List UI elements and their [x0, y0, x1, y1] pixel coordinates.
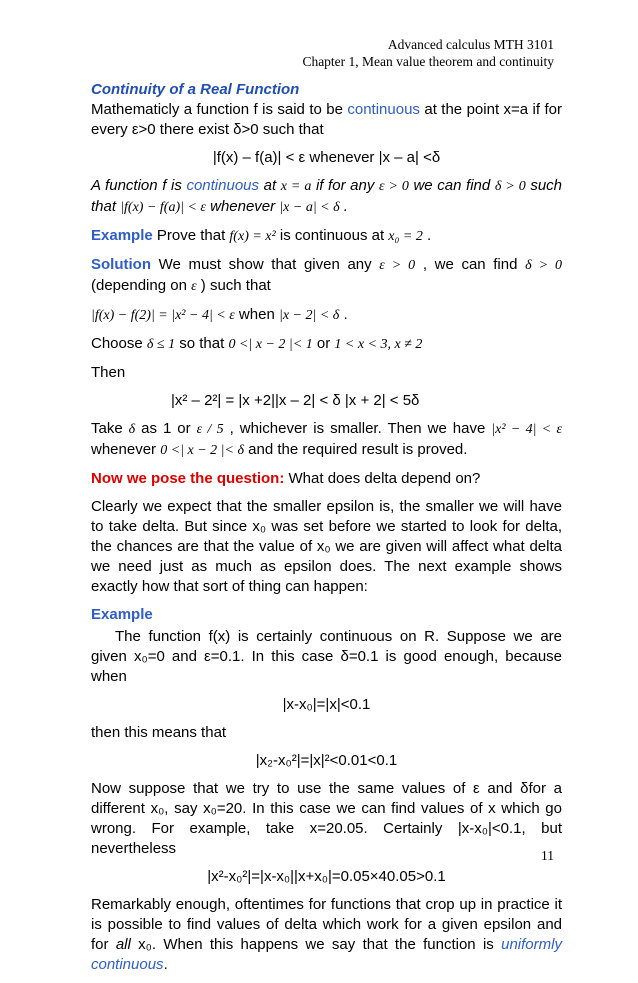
formula-counterexample: |x²-x₀²|=|x-x₀||x+x₀|=0.05×40.05>0.1 [207, 868, 446, 885]
text: ) such that [196, 277, 271, 294]
inequality-line [91, 305, 562, 326]
page-content [91, 80, 562, 983]
page-header [302, 36, 554, 70]
text: , whichever is smaller. Then we have [223, 420, 492, 437]
text: (depending on [91, 277, 192, 294]
formula-epsilon-delta: |f(x) – f(a)| < ε whenever |x – a| <δ [212, 149, 441, 166]
keyword-continuous: continuous [347, 101, 420, 118]
text: x₀. When this happens we say that the function is [130, 936, 502, 953]
math: ε > 0 [378, 179, 409, 194]
take-delta [91, 419, 562, 461]
text: as 1 or [135, 420, 197, 437]
solution-label: Solution [91, 256, 151, 273]
text: A function f is [91, 177, 187, 194]
example-label: Example [91, 227, 153, 244]
formula-square-bound: |x₂-x₀²|=|x|²<0.01<0.1 [255, 752, 398, 769]
math: |f(x) − f(2)| = |x² − 4| < ε [91, 308, 235, 323]
example-1 [91, 226, 562, 247]
keyword-uniformly-continuous: uniformly continuous [91, 936, 562, 973]
text: We must show that given any [151, 256, 380, 273]
math: ε > 0 [379, 258, 416, 273]
text: so that [175, 335, 229, 352]
example-2-label [91, 605, 562, 625]
math: |x − a| < δ [279, 200, 340, 215]
math: 1 < x < 3, x ≠ 2 [334, 337, 423, 352]
formula-bound: |x² – 2²| = |x +2||x – 2| < δ |x + 2| < 5δ [171, 392, 420, 409]
section-title: Continuity of a Real Function [91, 81, 300, 98]
math: ε / 5 [196, 422, 224, 437]
text: we can find [408, 177, 495, 194]
text: such that [91, 177, 563, 215]
text: What does delta depend on? [284, 470, 481, 487]
then-label: Then [91, 364, 126, 381]
text: if for any [311, 177, 379, 194]
text: Choose [91, 335, 147, 352]
text: , we can find [415, 256, 526, 273]
choose-delta [91, 334, 562, 355]
text: at the point x=a if for every ε>0 there exist δ>0 such that [91, 101, 562, 138]
keyword-continuous: continuous [186, 177, 260, 194]
math: f(x) = x² [229, 229, 276, 244]
text: at [259, 177, 281, 194]
math: |f(x) − f(a)| < ε [120, 200, 206, 215]
math: ε [191, 279, 197, 294]
text: Prove that [152, 227, 230, 244]
page-number: 11 [541, 848, 554, 863]
text: . [339, 306, 348, 323]
math: 0 <| x − 2 |< 1 [228, 337, 313, 352]
text: and the required result is proved. [243, 441, 468, 458]
math: |x² − 4| < ε [491, 422, 563, 437]
text: Mathematicly a function f is said to be [91, 101, 348, 118]
math: x = a [280, 179, 312, 194]
then-means: then this means that [91, 724, 227, 741]
question-line [91, 469, 562, 489]
text: . [422, 227, 432, 244]
text: whenever [205, 198, 280, 215]
definition-1 [91, 100, 562, 140]
paragraph-counterexample: Now suppose that we try to use the same values of ε and δfor a different x₀, say x₀=20. In this case we can find values of x which go wrong. For example, take x=20.05. Certainly |x-x₀|<0.1, but nevertheless [91, 780, 562, 857]
example-label: Example [91, 606, 153, 623]
text: is continuous at [275, 227, 389, 244]
math: δ > 0 [525, 258, 562, 273]
paragraph-uniform [91, 895, 562, 975]
math: δ ≤ 1 [146, 337, 176, 352]
math: 0 <| x − 2 |< δ [160, 443, 244, 458]
paragraph-expectation: Clearly we expect that the smaller epsilon is, the smaller we will have to take delta. But since x₀ was set before we started to look for delta, the chances are that the value of x₀ we are given will affect what delta we need just as much as epsilon does. The next example shows exactly how that sort of thing can happen: [91, 498, 562, 595]
solution [91, 255, 562, 297]
text: . [339, 198, 348, 215]
text: whenever [91, 441, 161, 458]
text: Remarkably enough, oftentimes for functions that crop up in practice it is possible to find values of delta which work for a given epsilon and for [91, 896, 562, 953]
text: or [312, 335, 335, 352]
chapter-title: Chapter 1, Mean value theorem and continuity [302, 54, 554, 69]
math: δ [128, 422, 136, 437]
emphasis-all: all [115, 936, 131, 953]
math: δ > 0 [494, 179, 526, 194]
math: |x − 2| < δ [278, 308, 340, 323]
text: . [163, 956, 168, 973]
text: Take [91, 420, 129, 437]
math: x₀ = 2 [388, 229, 423, 244]
text: when [234, 306, 279, 323]
definition-2 [91, 176, 562, 218]
paragraph-function: The function f(x) is certainly continuous on R. Suppose we are given x₀=0 and ε=0.1. In this case δ=0.1 is good enough, because when [91, 628, 562, 685]
formula-abs-diff: |x-x₀|=|x|<0.1 [282, 696, 371, 713]
question-label: Now we pose the question: [91, 470, 285, 487]
course-title: Advanced calculus MTH 3101 [387, 37, 554, 52]
